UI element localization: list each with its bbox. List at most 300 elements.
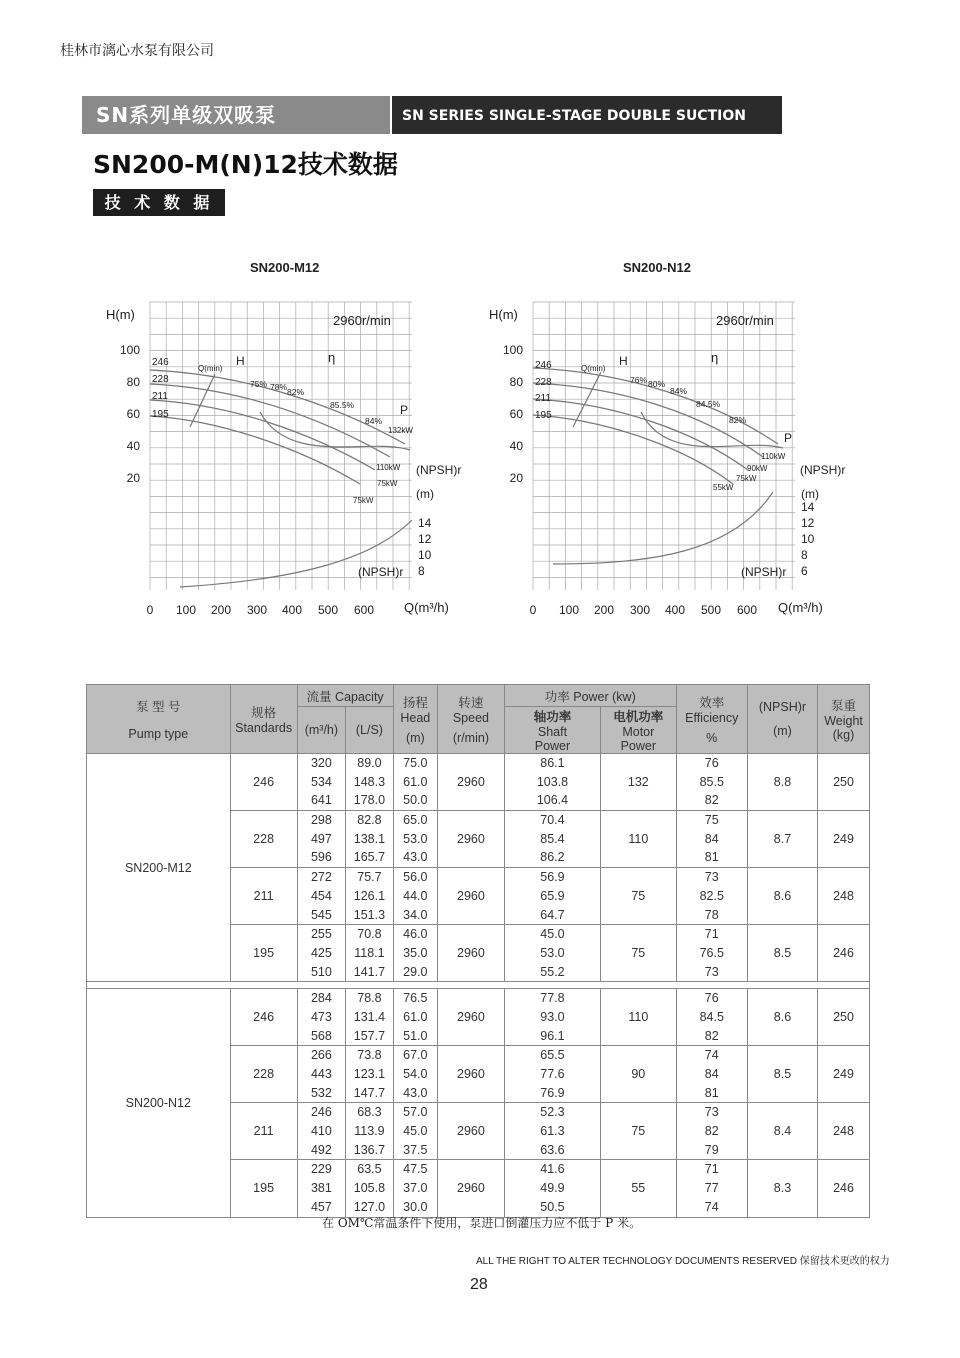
shaft-power-cell xyxy=(504,868,600,925)
impeller-label: 211 xyxy=(535,393,551,404)
shaft-power-cell-value: 96.1 xyxy=(540,1028,565,1043)
capacity-ls-cell-value: 157.7 xyxy=(353,1028,386,1043)
spacer-cell xyxy=(87,982,870,989)
capacity-ls-cell-value: 141.7 xyxy=(353,964,386,979)
npsh-tick: 10 xyxy=(418,548,432,562)
capacity-m3h-cell xyxy=(297,811,346,868)
table-row xyxy=(87,989,870,1046)
head-curve-label: H xyxy=(619,354,628,368)
capacity-ls-cell-value: 147.7 xyxy=(353,1085,386,1100)
header-capacity-ls: (L/S) xyxy=(346,707,394,754)
speed-cell: 2960 xyxy=(437,754,504,811)
header-standards-en: Standards xyxy=(235,721,293,735)
head-cell-value: 67.0 xyxy=(403,1048,428,1063)
speed-label: 2960r/min xyxy=(716,313,774,328)
capacity-ls-cell-value: 148.3 xyxy=(353,774,386,789)
impeller-label: 246 xyxy=(535,360,552,371)
header-capacity: 流量 Capacity xyxy=(297,685,393,707)
npsh-cell: 8.6 xyxy=(747,989,817,1046)
head-cell xyxy=(393,925,437,982)
shaft-power-cell-value: 106.4 xyxy=(536,793,569,808)
capacity-ls-cell xyxy=(346,1160,394,1217)
npsh-tick: 12 xyxy=(801,516,815,530)
header-speed-en: Speed xyxy=(452,711,489,725)
series-banner-en: SN SERIES SINGLE-STAGE DOUBLE SUCTION PUMPS xyxy=(392,96,782,134)
header-motor-en1: Motor xyxy=(622,725,655,739)
npsh-cell: 8.5 xyxy=(747,1046,817,1103)
impeller-label: 211 xyxy=(152,391,168,402)
efficiency-labels xyxy=(630,375,746,425)
efficiency-label: 75% xyxy=(250,379,268,389)
capacity-m3h-cell-value: 454 xyxy=(310,888,332,903)
efficiency-cell-value: 73 xyxy=(704,1105,719,1120)
efficiency-cell-value: 81 xyxy=(704,850,719,865)
npsh-cell: 8.3 xyxy=(747,1160,817,1217)
x-axis-label: Q(m³/h) xyxy=(778,600,823,615)
head-cell-value: 37.5 xyxy=(403,1142,428,1157)
y-tick: 20 xyxy=(126,471,140,485)
capacity-m3h-cell-value: 410 xyxy=(310,1124,332,1139)
qmin-label: Q(min) xyxy=(581,364,606,373)
shaft-power-cell-value: 53.0 xyxy=(540,945,565,960)
motor-power-cell: 90 xyxy=(601,1046,677,1103)
section-label: 技 术 数 据 xyxy=(93,189,225,216)
npsh-cell: 8.6 xyxy=(747,868,817,925)
header-speed xyxy=(437,685,504,754)
capacity-ls-cell-value: 136.7 xyxy=(353,1142,386,1157)
speed-cell: 2960 xyxy=(437,925,504,982)
npsh-tick: 8 xyxy=(418,564,425,578)
y-tick: 80 xyxy=(126,375,140,389)
head-cell-value: 43.0 xyxy=(403,850,428,865)
header-eff-unit: % xyxy=(706,731,718,745)
capacity-ls-cell-value: 178.0 xyxy=(353,793,386,808)
capacity-m3h-cell-value: 425 xyxy=(310,945,332,960)
capacity-ls-cell xyxy=(346,925,394,982)
shaft-power-cell-value: 64.7 xyxy=(540,907,565,922)
weight-cell: 246 xyxy=(818,925,870,982)
npsh-axis-label: (NPSH)r xyxy=(800,463,846,477)
capacity-m3h-cell-value: 473 xyxy=(310,1009,332,1024)
standard-cell: 228 xyxy=(230,1046,297,1103)
head-cell-value: 75.0 xyxy=(403,756,428,770)
shaft-power-cell-value: 70.4 xyxy=(540,813,565,828)
qmin-label: Q(min) xyxy=(198,364,223,373)
power-curve-label: P xyxy=(400,403,409,417)
impeller-label: 195 xyxy=(535,410,552,421)
shaft-power-cell-value: 56.9 xyxy=(540,870,565,885)
y-axis-label: H(m) xyxy=(106,307,135,322)
power-label: 110kW xyxy=(761,452,786,461)
head-cell-value: 76.5 xyxy=(403,991,428,1006)
capacity-m3h-cell-value: 266 xyxy=(310,1048,332,1063)
npsh-ticks xyxy=(801,500,815,578)
head-cell xyxy=(393,1160,437,1217)
shaft-power-cell-value: 49.9 xyxy=(540,1181,565,1196)
header-capacity-m3h: (m³/h) xyxy=(297,707,346,754)
capacity-m3h-cell xyxy=(297,754,346,811)
shaft-power-cell xyxy=(504,811,600,868)
efficiency-label: 85.5% xyxy=(330,400,355,410)
efficiency-cell xyxy=(676,1103,747,1160)
efficiency-cell xyxy=(676,989,747,1046)
standard-cell: 211 xyxy=(230,1103,297,1160)
speed-cell: 2960 xyxy=(437,989,504,1046)
npsh-axis-unit: (m) xyxy=(416,487,434,501)
chart-title: SN200-M12 xyxy=(250,260,320,275)
motor-power-cell: 75 xyxy=(601,1103,677,1160)
spec-table xyxy=(86,684,870,1218)
shaft-power-cell-value: 103.8 xyxy=(536,774,569,789)
power-curve-label: P xyxy=(784,431,793,445)
npsh-axis-unit: (m) xyxy=(801,487,819,501)
header-pump-type xyxy=(87,685,231,754)
efficiency-cell-value: 82 xyxy=(704,1028,719,1043)
shaft-power-cell-value: 77.6 xyxy=(540,1067,565,1081)
shaft-power-cell xyxy=(504,989,600,1046)
head-cell-value: 61.0 xyxy=(403,774,428,789)
power-label: 90kW xyxy=(747,464,768,473)
header-standards xyxy=(230,685,297,754)
capacity-ls-cell-value: 73.8 xyxy=(357,1048,382,1063)
x-tick: 600 xyxy=(353,603,375,617)
curves xyxy=(150,370,412,587)
efficiency-cell-value: 76.5 xyxy=(699,945,724,960)
capacity-ls-cell-value: 78.8 xyxy=(357,991,382,1006)
y-tick: 60 xyxy=(509,407,523,421)
capacity-m3h-cell-value: 641 xyxy=(310,793,332,808)
npsh-cell: 8.4 xyxy=(747,1103,817,1160)
head-cell xyxy=(393,1103,437,1160)
motor-power-cell: 110 xyxy=(601,811,677,868)
motor-power-cell: 75 xyxy=(601,925,677,982)
x-tick: 300 xyxy=(629,603,651,617)
weight-cell: 250 xyxy=(818,989,870,1046)
impeller-label: 195 xyxy=(152,409,169,420)
capacity-m3h-cell-value: 545 xyxy=(310,907,332,922)
x-tick: 0 xyxy=(146,603,154,617)
capacity-ls-cell-value: 70.8 xyxy=(357,927,382,942)
head-cell-value: 54.0 xyxy=(403,1067,428,1081)
capacity-m3h-cell-value: 320 xyxy=(310,756,332,770)
weight-cell: 246 xyxy=(818,1160,870,1217)
capacity-m3h-cell-value: 510 xyxy=(310,964,332,979)
head-cell-value: 35.0 xyxy=(403,945,428,960)
qmin-line xyxy=(190,374,215,427)
standard-cell: 195 xyxy=(230,1160,297,1217)
x-ticks xyxy=(147,603,375,617)
header-shaft-en2: Power xyxy=(534,739,571,753)
x-tick: 200 xyxy=(210,603,232,617)
y-tick: 100 xyxy=(502,343,523,357)
npsh-ticks xyxy=(418,516,432,578)
capacity-m3h-cell-value: 534 xyxy=(310,774,332,789)
header-weight-cn: 泵重 xyxy=(831,699,857,713)
header-head-unit: (m) xyxy=(405,731,425,745)
efficiency-cell-value: 82 xyxy=(704,1124,719,1139)
speed-cell: 2960 xyxy=(437,1046,504,1103)
capacity-m3h-cell-value: 457 xyxy=(310,1199,332,1214)
head-cell-value: 29.0 xyxy=(403,964,428,979)
shaft-power-cell-value: 65.9 xyxy=(540,888,565,903)
weight-cell: 250 xyxy=(818,754,870,811)
efficiency-cell-value: 73 xyxy=(704,964,719,979)
x-tick: 400 xyxy=(281,603,303,617)
y-tick: 40 xyxy=(126,439,140,453)
npsh-curve-label: (NPSH)r xyxy=(741,565,787,579)
head-cell-value: 57.0 xyxy=(403,1105,428,1120)
efficiency-cell-value: 73 xyxy=(704,870,719,885)
shaft-power-cell xyxy=(504,925,600,982)
head-cell-value: 61.0 xyxy=(403,1009,428,1024)
efficiency-label: 84% xyxy=(365,416,383,426)
speed-cell: 2960 xyxy=(437,1103,504,1160)
capacity-m3h-cell-value: 284 xyxy=(310,991,332,1006)
header-shaft-en1: Shaft xyxy=(537,725,568,739)
efficiency-cell-value: 82 xyxy=(704,793,719,808)
npsh-tick: 14 xyxy=(801,500,815,514)
shaft-power-cell xyxy=(504,754,600,811)
capacity-m3h-cell-value: 255 xyxy=(310,927,332,942)
head-cell-value: 44.0 xyxy=(403,888,428,903)
chart-title: SN200-N12 xyxy=(623,260,691,275)
npsh-tick: 10 xyxy=(801,532,815,546)
npsh-tick: 8 xyxy=(801,548,808,562)
shaft-power-cell-value: 76.9 xyxy=(540,1085,565,1100)
efficiency-cell-value: 74 xyxy=(704,1048,719,1063)
power-label: 132kW xyxy=(388,426,413,435)
shaft-power-cell-value: 63.6 xyxy=(540,1142,565,1157)
capacity-m3h-cell-value: 229 xyxy=(310,1162,332,1177)
efficiency-cell xyxy=(676,1046,747,1103)
capacity-ls-cell-value: 82.8 xyxy=(357,813,382,828)
head-cell-value: 50.0 xyxy=(403,793,428,808)
impeller-label: 228 xyxy=(152,374,169,385)
efficiency-labels xyxy=(250,379,382,426)
capacity-m3h-cell xyxy=(297,1160,346,1217)
y-axis-label: H(m) xyxy=(489,307,518,322)
header-efficiency xyxy=(676,685,747,754)
head-cell-value: 46.0 xyxy=(403,927,428,942)
standard-cell: 246 xyxy=(230,754,297,811)
capacity-ls-cell-value: 89.0 xyxy=(357,756,382,770)
header-standards-cn: 规格 xyxy=(251,706,277,720)
head-cell xyxy=(393,754,437,811)
header-shaft-cn: 轴功率 xyxy=(533,710,572,724)
header-weight xyxy=(818,685,870,754)
capacity-m3h-cell xyxy=(297,1046,346,1103)
page-title: SN200-M(N)12技术数据 xyxy=(93,150,398,179)
head-cell-value: 56.0 xyxy=(403,870,428,885)
shaft-power-cell-value: 41.6 xyxy=(540,1162,565,1177)
head-cell-value: 43.0 xyxy=(403,1085,428,1100)
header-head-en: Head xyxy=(400,711,431,725)
efficiency-cell-value: 76 xyxy=(704,991,719,1006)
capacity-m3h-cell xyxy=(297,925,346,982)
efficiency-curve-label: η xyxy=(328,350,336,365)
standard-cell: 195 xyxy=(230,925,297,982)
table-row xyxy=(87,754,870,811)
head-curve-195 xyxy=(533,415,733,484)
performance-chart-n12 xyxy=(473,252,853,632)
impeller-labels xyxy=(535,360,552,421)
efficiency-label: 82% xyxy=(287,387,305,397)
y-tick: 20 xyxy=(509,471,523,485)
header-weight-unit: (kg) xyxy=(832,728,855,742)
header-power: 功率 Power (kw) xyxy=(504,685,676,707)
head-cell xyxy=(393,989,437,1046)
capacity-m3h-cell-value: 272 xyxy=(310,870,332,885)
weight-cell: 249 xyxy=(818,811,870,868)
capacity-ls-cell xyxy=(346,754,394,811)
header-npsh xyxy=(747,685,817,754)
head-cell-value: 47.5 xyxy=(403,1162,428,1177)
capacity-ls-cell-value: 138.1 xyxy=(353,831,386,846)
shaft-power-cell-value: 93.0 xyxy=(540,1009,565,1024)
shaft-power-cell-value: 50.5 xyxy=(540,1199,565,1214)
capacity-m3h-cell-value: 568 xyxy=(310,1028,332,1043)
rights-notice: ALL THE RIGHT TO ALTER TECHNOLOGY DOCUMENTS RESERVED 保留技术更改的权力 xyxy=(476,1256,890,1267)
npsh-tick: 14 xyxy=(418,516,432,530)
capacity-ls-cell xyxy=(346,1046,394,1103)
efficiency-cell-value: 77 xyxy=(704,1181,719,1196)
power-labels xyxy=(713,452,786,492)
capacity-m3h-cell xyxy=(297,1103,346,1160)
efficiency-label: 84% xyxy=(670,386,688,396)
y-tick: 40 xyxy=(509,439,523,453)
capacity-m3h-cell-value: 497 xyxy=(310,831,332,846)
x-tick: 100 xyxy=(558,603,580,617)
capacity-ls-cell-value: 113.9 xyxy=(354,1124,385,1139)
efficiency-cell-value: 78 xyxy=(704,907,719,922)
standard-cell: 246 xyxy=(230,989,297,1046)
head-curve-label: H xyxy=(236,354,245,368)
header-pump-type-cn: 泵 型 号 xyxy=(136,700,181,714)
capacity-ls-cell-value: 151.3 xyxy=(353,907,386,922)
capacity-m3h-cell-value: 381 xyxy=(310,1181,332,1196)
performance-chart-m12 xyxy=(90,252,470,632)
efficiency-label: 80% xyxy=(648,379,666,389)
standard-cell: 211 xyxy=(230,868,297,925)
shaft-power-cell-value: 52.3 xyxy=(540,1105,565,1120)
header-head xyxy=(393,685,437,754)
efficiency-cell xyxy=(676,811,747,868)
shaft-power-cell-value: 85.4 xyxy=(540,831,565,846)
npsh-cell: 8.7 xyxy=(747,811,817,868)
capacity-ls-cell-value: 123.1 xyxy=(353,1067,386,1081)
speed-cell: 2960 xyxy=(437,811,504,868)
efficiency-cell xyxy=(676,925,747,982)
npsh-tick: 6 xyxy=(801,564,808,578)
header-speed-cn: 转速 xyxy=(458,696,484,710)
speed-label: 2960r/min xyxy=(333,313,391,328)
shaft-power-cell-value: 77.8 xyxy=(540,991,565,1006)
series-banner-cn: SN系列单级双吸泵 xyxy=(82,96,390,134)
header-pump-type-en: Pump type xyxy=(128,727,189,741)
head-curve-211 xyxy=(150,400,375,470)
efficiency-cell-value: 84 xyxy=(704,1067,719,1081)
capacity-m3h-cell-value: 246 xyxy=(310,1105,332,1120)
motor-power-cell: 75 xyxy=(601,868,677,925)
shaft-power-cell xyxy=(504,1046,600,1103)
efficiency-cell-value: 74 xyxy=(704,1199,719,1214)
y-tick: 60 xyxy=(126,407,140,421)
efficiency-label: 76% xyxy=(630,375,648,385)
group-spacer xyxy=(87,982,870,989)
x-tick: 300 xyxy=(246,603,268,617)
capacity-ls-cell xyxy=(346,1103,394,1160)
power-label: 75kW xyxy=(353,496,374,505)
capacity-ls-cell-value: 118.1 xyxy=(354,945,385,960)
x-tick: 500 xyxy=(700,603,722,617)
efficiency-curve-label: η xyxy=(711,350,719,365)
footnote: 在 OM℃常温条件下使用，泵进口倒灌压力应不低于 P 米。 xyxy=(322,1216,642,1230)
speed-cell: 2960 xyxy=(437,868,504,925)
shaft-power-cell xyxy=(504,1160,600,1217)
npsh-cell: 8.5 xyxy=(747,925,817,982)
header-speed-unit: (r/min) xyxy=(452,731,489,745)
capacity-ls-cell-value: 75.7 xyxy=(357,870,382,885)
header-npsh-unit: (m) xyxy=(773,724,792,738)
shaft-power-cell xyxy=(504,1103,600,1160)
capacity-ls-cell-value: 63.5 xyxy=(357,1162,382,1177)
efficiency-cell xyxy=(676,1160,747,1217)
header-head-cn: 扬程 xyxy=(402,696,428,710)
x-tick: 500 xyxy=(317,603,339,617)
shaft-power-cell-value: 65.5 xyxy=(540,1048,565,1063)
npsh-cell: 8.8 xyxy=(747,754,817,811)
shaft-power-cell-value: 61.3 xyxy=(540,1124,565,1139)
efficiency-cell-value: 84 xyxy=(704,831,719,846)
efficiency-cell-value: 85.5 xyxy=(699,774,724,789)
curves xyxy=(533,368,783,564)
shaft-power-cell-value: 55.2 xyxy=(540,964,565,979)
capacity-ls-cell-value: 105.8 xyxy=(353,1181,386,1196)
header-motor-en2: Power xyxy=(620,739,657,753)
efficiency-cell xyxy=(676,754,747,811)
power-labels xyxy=(353,426,413,505)
weight-cell: 249 xyxy=(818,1046,870,1103)
npsh-curve-label: (NPSH)r xyxy=(358,565,404,579)
power-label: 75kW xyxy=(736,474,757,483)
efficiency-cell-value: 82.5 xyxy=(699,888,724,903)
head-cell xyxy=(393,1046,437,1103)
motor-power-cell: 110 xyxy=(601,989,677,1046)
capacity-m3h-cell-value: 492 xyxy=(310,1142,332,1157)
head-cell-value: 45.0 xyxy=(403,1124,428,1139)
capacity-ls-cell-value: 127.0 xyxy=(353,1199,386,1214)
model-cell: SN200-N12 xyxy=(87,989,231,1217)
motor-power-cell: 132 xyxy=(601,754,677,811)
header-npsh-label: (NPSH)r xyxy=(758,700,807,714)
x-ticks xyxy=(530,603,758,617)
capacity-m3h-cell xyxy=(297,989,346,1046)
company-name: 桂林市漓心水泵有限公司 xyxy=(60,43,214,59)
npsh-tick: 12 xyxy=(418,532,432,546)
weight-cell: 248 xyxy=(818,868,870,925)
x-tick: 0 xyxy=(529,603,537,617)
x-tick: 600 xyxy=(736,603,758,617)
y-tick: 100 xyxy=(119,343,140,357)
header-eff-cn: 效率 xyxy=(699,696,725,710)
power-label: 110kW xyxy=(376,463,401,472)
y-ticks xyxy=(503,343,523,485)
header-weight-en: Weight xyxy=(824,714,863,728)
efficiency-cell-value: 71 xyxy=(704,1162,719,1177)
efficiency-label: 82% xyxy=(729,415,747,425)
efficiency-cell-value: 76 xyxy=(704,756,719,770)
head-cell-value: 34.0 xyxy=(403,907,428,922)
